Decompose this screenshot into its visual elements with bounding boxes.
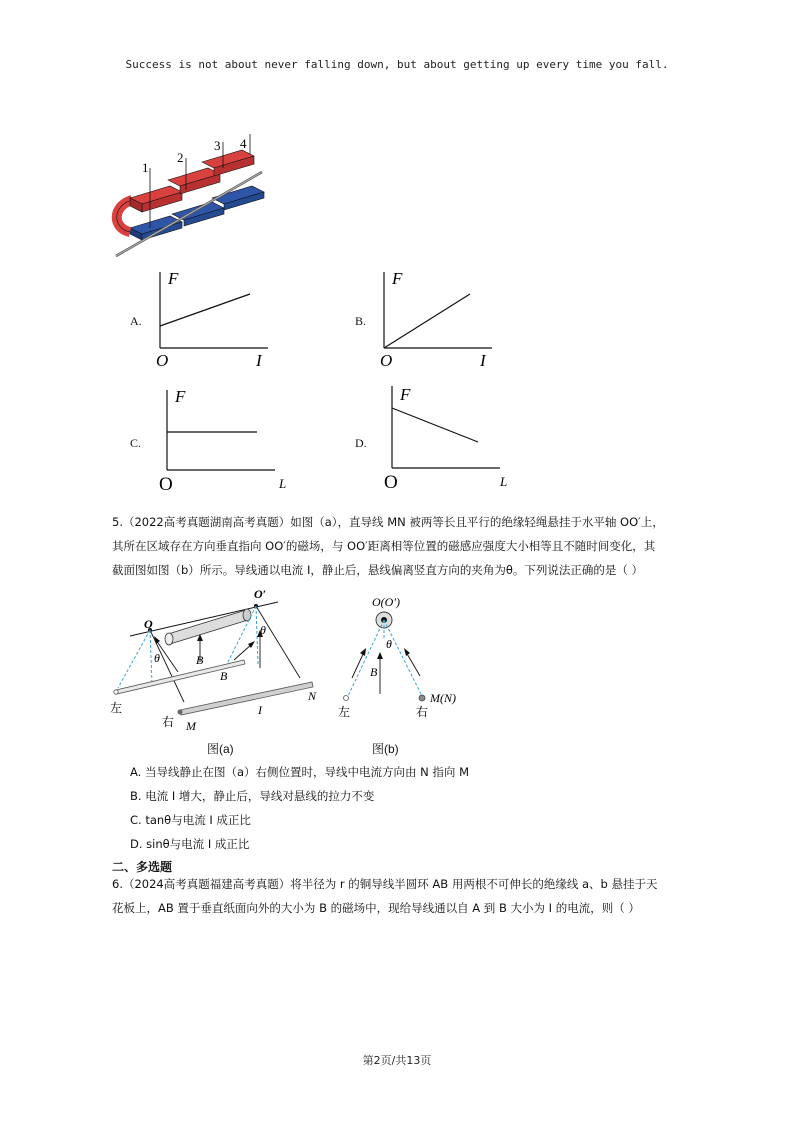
fig-b-label-theta: θ xyxy=(386,637,392,651)
fig-a-label-b2: B xyxy=(220,669,228,683)
section-title-multiple-choice: 二、多选题 xyxy=(112,860,173,874)
q6-stem xyxy=(112,872,692,920)
fig-b-label-b: B xyxy=(370,665,378,679)
magnet-label-2: 2 xyxy=(177,150,184,165)
fig-a-label-right: 右 xyxy=(162,715,175,729)
q6-line1: 6.（2024高考真题福建高考真题）将半径为 r 的铜导线半圆环 AB 用两根不可伸长的绝缘线 a、b 悬挂于天 xyxy=(112,877,658,891)
fig-a-caption: 图(a) xyxy=(207,742,234,756)
graph-b xyxy=(372,268,502,370)
fig-a-label-b1: B xyxy=(196,653,204,667)
header-quote: Success is not about never falling down, but about getting up every time you fall. xyxy=(125,58,669,71)
graph-c-origin: O xyxy=(159,474,173,495)
graph-a xyxy=(148,268,278,370)
graph-a-x-label: I xyxy=(256,351,262,370)
graph-d-x-label: L xyxy=(500,474,508,489)
graph-d-option: D. xyxy=(355,436,367,450)
fig-b-label-mn: M(N) xyxy=(430,691,456,705)
fig-a-label-i: I xyxy=(258,703,262,717)
fig-a-label-left: 左 xyxy=(110,701,123,715)
fig-a-label-n: N xyxy=(308,689,317,703)
q5-stem-line2: 其所在区域存在方向垂直指向 OO′的磁场，与 OO′距离相等位置的磁感应强度大小相等且不随时间变化，其 xyxy=(112,539,656,553)
q5-stem-line3: 截面图如图（b）所示。导线通以电流 I，静止后，悬线偏离竖直方向的夹角为θ。下列说法正确的是（ ） xyxy=(112,563,644,577)
graph-b-option: B. xyxy=(355,314,367,328)
q6-line2: 花板上，AB 置于垂直纸面向外的大小为 B 的磁场中，现给导线通以自 A 到 B 大小为 I 的电流，则（ ） xyxy=(112,901,640,915)
fig-b-label-left: 左 xyxy=(338,705,351,719)
fig-a-label-theta1: θ xyxy=(154,651,160,665)
graph-a-y-label: F xyxy=(168,269,179,288)
graph-b-x-label: I xyxy=(480,351,486,370)
fig-b-label-right: 右 xyxy=(416,705,429,719)
graph-d-y-label: F xyxy=(400,385,411,404)
page-footer: 第2页/共13页 xyxy=(362,1054,432,1067)
q5-options xyxy=(130,760,690,856)
graph-c-option: C. xyxy=(130,436,142,450)
magnet-label-3: 3 xyxy=(214,138,221,153)
magnet-label-4: 4 xyxy=(240,136,247,151)
graph-c-y-label: F xyxy=(175,387,186,406)
graph-b-y-label: F xyxy=(392,269,403,288)
graph-d-origin: O xyxy=(384,472,398,493)
q5-stem xyxy=(112,510,692,582)
fig-a-label-o-prime: O′ xyxy=(254,587,267,601)
graph-a-option: A. xyxy=(130,314,142,328)
fig-b-caption: 图(b) xyxy=(372,742,399,756)
fig-a-label-theta2: θ xyxy=(260,623,266,637)
q5-stem-line1: 5.（2022高考真题湖南高考真题）如图（a），直导线 MN 被两等长且平行的绝缘轻绳悬挂于水平轴 OO′上， xyxy=(112,515,664,529)
fig-a-label-o: O xyxy=(144,617,153,631)
fig-b-label-top: O(O′) xyxy=(372,595,400,609)
graph-c-x-label: L xyxy=(279,476,287,491)
q5-option-d: D. sinθ与电流 I 成正比 xyxy=(130,837,250,851)
q5-option-c: C. tanθ与电流 I 成正比 xyxy=(130,813,251,827)
graph-d xyxy=(380,380,510,493)
graph-b-origin: O xyxy=(380,351,393,370)
graph-c xyxy=(155,384,285,494)
fig-a-label-m: M xyxy=(186,719,196,733)
graph-a-origin: O xyxy=(156,351,169,370)
figure-b xyxy=(330,590,470,720)
magnet-figure xyxy=(110,128,280,263)
q5-option-a: A. 当导线静止在图（a）右侧位置时，导线中电流方向由 N 指向 M xyxy=(130,765,470,779)
q5-option-b: B. 电流 I 增大，静止后，导线对悬线的拉力不变 xyxy=(130,789,375,803)
magnet-label-1: 1 xyxy=(142,160,149,175)
figure-a xyxy=(108,584,338,734)
